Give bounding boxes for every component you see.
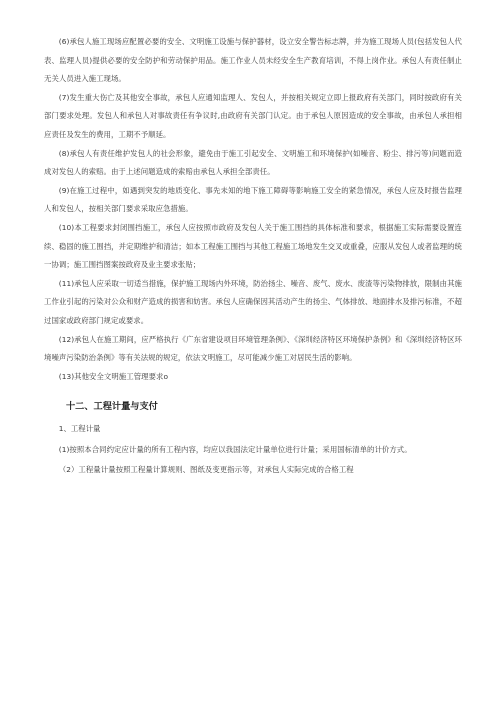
paragraph-10: (10)本工程要求封闭围挡施工，承包人应按照市政府及发包人关于施工围挡的具体标准和要求，根据施工实际需要设置连续、稳固的施工围挡，并定期维护和清洁；如本工程施工围挡与其他工程施工场地发生交叉或重叠，应服从发包人或者监理的统一协调；施工围挡图案按政府及业主要求张贴；	[44, 222, 462, 270]
safety-requirements-section	[44, 33, 462, 386]
section-heading: 十二、工程计量与支付	[66, 401, 158, 413]
paragraph-6: (6)承包人施工现场应配置必要的安全、文明施工设施与保护器材，设立安全警告标志牌，并为施工现场人员(包括发包人代表、监理人员)提供必要的安全防护和劳动保护用品。施工作业人员未经安全生产教育培训，不得上岗作业。承包人有责任制止无关人员进入施工现场。	[44, 37, 462, 84]
paragraph-measure-2: （2）工程量计量按照工程量计算规则、图纸及变更指示等，对承包人实际完成的合格工程	[58, 465, 354, 475]
subheading-measurement: 1、工程计量	[58, 424, 101, 434]
measurement-section	[44, 420, 462, 480]
paragraph-measure-1: (1)按照本合同约定应计量的所有工程内容，均应以我国法定计量单位进行计量；采用国标清单的计价方式。	[58, 444, 412, 454]
paragraph-13: (13)其他安全文明施工管理要求o	[58, 371, 169, 381]
paragraph-9: (9)在施工过程中，如遇到突发的地质变化、事先未知的地下施工障碍等影响施工安全的紧急情况，承包人应及时报告监理人和发包人，按相关部门要求采取应急措施。	[44, 185, 462, 214]
paragraph-12: (12)承包人在施工期间，应严格执行《广东省建设项目环境管理条例》、《深圳经济特区环境保护条例》和《深圳经济特区环境噪声污染防治条例》等有关法规的规定，依法文明施工，尽可能减少施工对居民生活的影响。	[44, 334, 462, 363]
paragraph-7: (7)发生重大伤亡及其他安全事故，承包人应通知监理人、发包人，并按相关规定立即上报政府有关部门，同时按政府有关部门要求处理。发包人和承包人对事故责任有争议时,由政府有关部门认定。由于承包人原因造成的安全事故，由承包人承担相应责任及发生的费用，工期不予顺延。	[44, 92, 462, 139]
paragraph-8: (8)承包人有责任维护发包人的社会形象，避免由于施工引起安全、文明施工和环境保护(如噪音、粉尘、排污等)问题而造成对发包人的索赔。由于上述问题造成的索赔由承包人承担全部责任。	[44, 148, 462, 177]
paragraph-11: (11)承包人应采取一切适当措施，保护施工现场内外环境，防治扬尘、噪音、废气、废水、废渣等污染物排放，限制由其施工作业引起的污染对公众和财产造成的损害和妨害。承包人应确保因其活动产生的扬尘、气体排放、地面排水及排污标准，不超过国家或政府部门规定或要求。	[44, 278, 462, 325]
